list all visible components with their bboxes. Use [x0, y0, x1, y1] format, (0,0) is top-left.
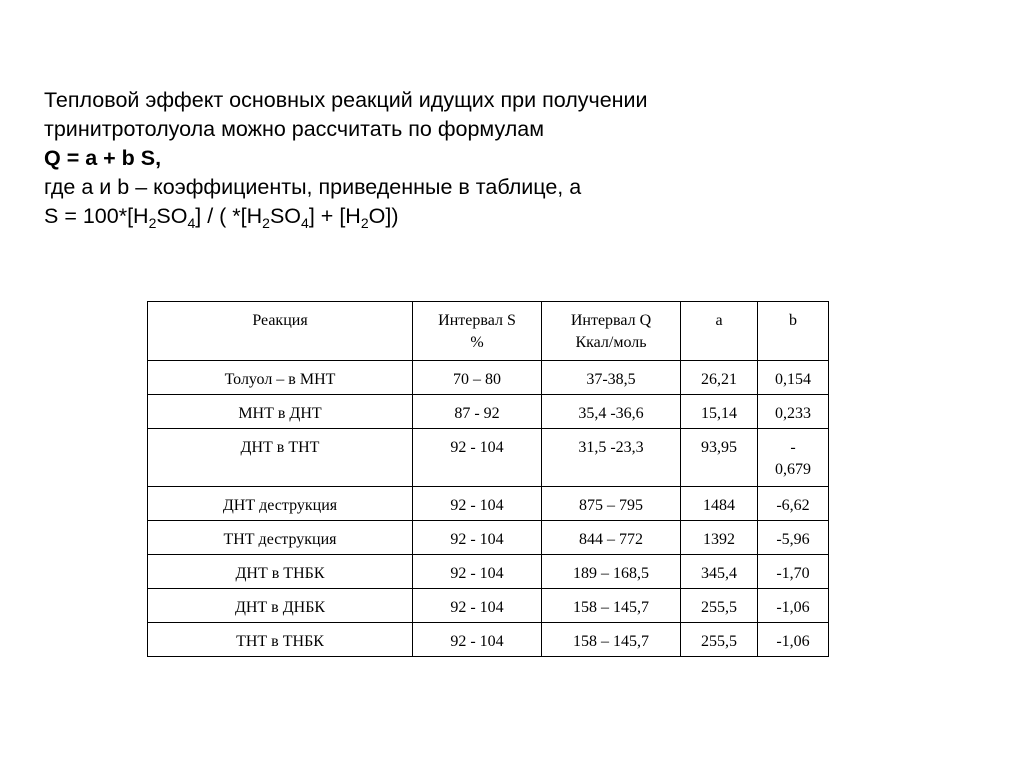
cell-a: 1392 — [681, 521, 758, 555]
intro-line-1: Тепловой эффект основных реакций идущих при получении — [44, 88, 648, 112]
table-row — [148, 623, 829, 657]
cell-q-interval: 844 – 772 — [542, 521, 681, 555]
s-formula-part: O]) — [368, 204, 399, 228]
cell-q-interval: 158 – 145,7 — [542, 589, 681, 623]
table-row — [148, 361, 829, 395]
table-row — [148, 589, 829, 623]
cell-q-interval: 31,5 -23,3 — [542, 429, 681, 487]
cell-b: -1,06 — [758, 589, 829, 623]
intro-text — [44, 86, 944, 231]
cell-q-interval: 35,4 -36,6 — [542, 395, 681, 429]
cell-a: 255,5 — [681, 589, 758, 623]
cell-a: 93,95 — [681, 429, 758, 487]
header-q-interval-line2: Ккал/моль — [575, 334, 647, 351]
cell-b-line1: - — [790, 439, 796, 456]
cell-s-interval: 92 - 104 — [413, 555, 542, 589]
cell-q-interval: 875 – 795 — [542, 487, 681, 521]
s-formula-part: ] + [H — [308, 204, 361, 228]
cell-s-interval: 87 - 92 — [413, 395, 542, 429]
cell-q-interval: 158 – 145,7 — [542, 623, 681, 657]
s-formula — [44, 202, 944, 231]
cell-b: 0,233 — [758, 395, 829, 429]
intro-line-4: где a и b – коэффициенты, приведенные в таблице, а — [44, 175, 582, 199]
cell-b: -6,62 — [758, 487, 829, 521]
coefficients-table — [147, 301, 829, 657]
table-row — [148, 521, 829, 555]
cell-a: 345,4 — [681, 555, 758, 589]
cell-s-interval: 92 - 104 — [413, 589, 542, 623]
header-s-interval — [413, 302, 542, 361]
table-row — [148, 555, 829, 589]
cell-a: 255,5 — [681, 623, 758, 657]
header-q-interval — [542, 302, 681, 361]
header-q-interval-line1: Интервал Q — [570, 312, 652, 329]
header-a: a — [681, 302, 758, 361]
table-header-row — [148, 302, 829, 361]
cell-a: 26,21 — [681, 361, 758, 395]
table-row — [148, 395, 829, 429]
cell-reaction: ДНТ в ДНБК — [148, 589, 413, 623]
s-formula-part: S = 100*[H — [44, 204, 149, 228]
main-formula: Q = a + b S, — [44, 146, 162, 170]
s-formula-part: SO — [156, 204, 188, 228]
cell-s-interval: 92 - 104 — [413, 623, 542, 657]
cell-reaction: ТНТ в ТНБК — [148, 623, 413, 657]
cell-q-interval: 189 – 168,5 — [542, 555, 681, 589]
s-formula-sub: 2 — [148, 215, 157, 231]
s-formula-sub: 2 — [262, 215, 270, 231]
s-formula-part: SO — [269, 204, 302, 228]
cell-reaction: МНТ в ДНТ — [148, 395, 413, 429]
cell-a: 15,14 — [681, 395, 758, 429]
cell-b-line2: 0,679 — [775, 461, 811, 478]
cell-s-interval: 92 - 104 — [413, 429, 542, 487]
header-s-interval-line1: Интервал S — [438, 312, 516, 329]
cell-reaction: ДНТ в ТНТ — [148, 429, 413, 487]
cell-b: -1,06 — [758, 623, 829, 657]
cell-s-interval: 92 - 104 — [413, 521, 542, 555]
s-formula-sub: 4 — [187, 215, 196, 231]
cell-q-interval: 37-38,5 — [542, 361, 681, 395]
table-row — [148, 487, 829, 521]
s-formula-sub: 2 — [360, 215, 369, 231]
header-b: b — [758, 302, 829, 361]
header-reaction: Реакция — [148, 302, 413, 361]
s-formula-part: ] / ( *[H — [195, 204, 263, 228]
cell-b — [758, 429, 829, 487]
intro-line-2: тринитротолуола можно рассчитать по формулам — [44, 117, 545, 141]
cell-a: 1484 — [681, 487, 758, 521]
table-row — [148, 429, 829, 487]
cell-b: -5,96 — [758, 521, 829, 555]
cell-b: 0,154 — [758, 361, 829, 395]
s-formula-sub: 4 — [301, 215, 309, 231]
cell-reaction: ДНТ деструкция — [148, 487, 413, 521]
cell-reaction: ТНТ деструкция — [148, 521, 413, 555]
cell-b: -1,70 — [758, 555, 829, 589]
cell-reaction: Толуол – в МНТ — [148, 361, 413, 395]
header-s-interval-line2: % — [470, 334, 484, 351]
cell-reaction: ДНТ в ТНБК — [148, 555, 413, 589]
cell-s-interval: 92 - 104 — [413, 487, 542, 521]
cell-s-interval: 70 – 80 — [413, 361, 542, 395]
